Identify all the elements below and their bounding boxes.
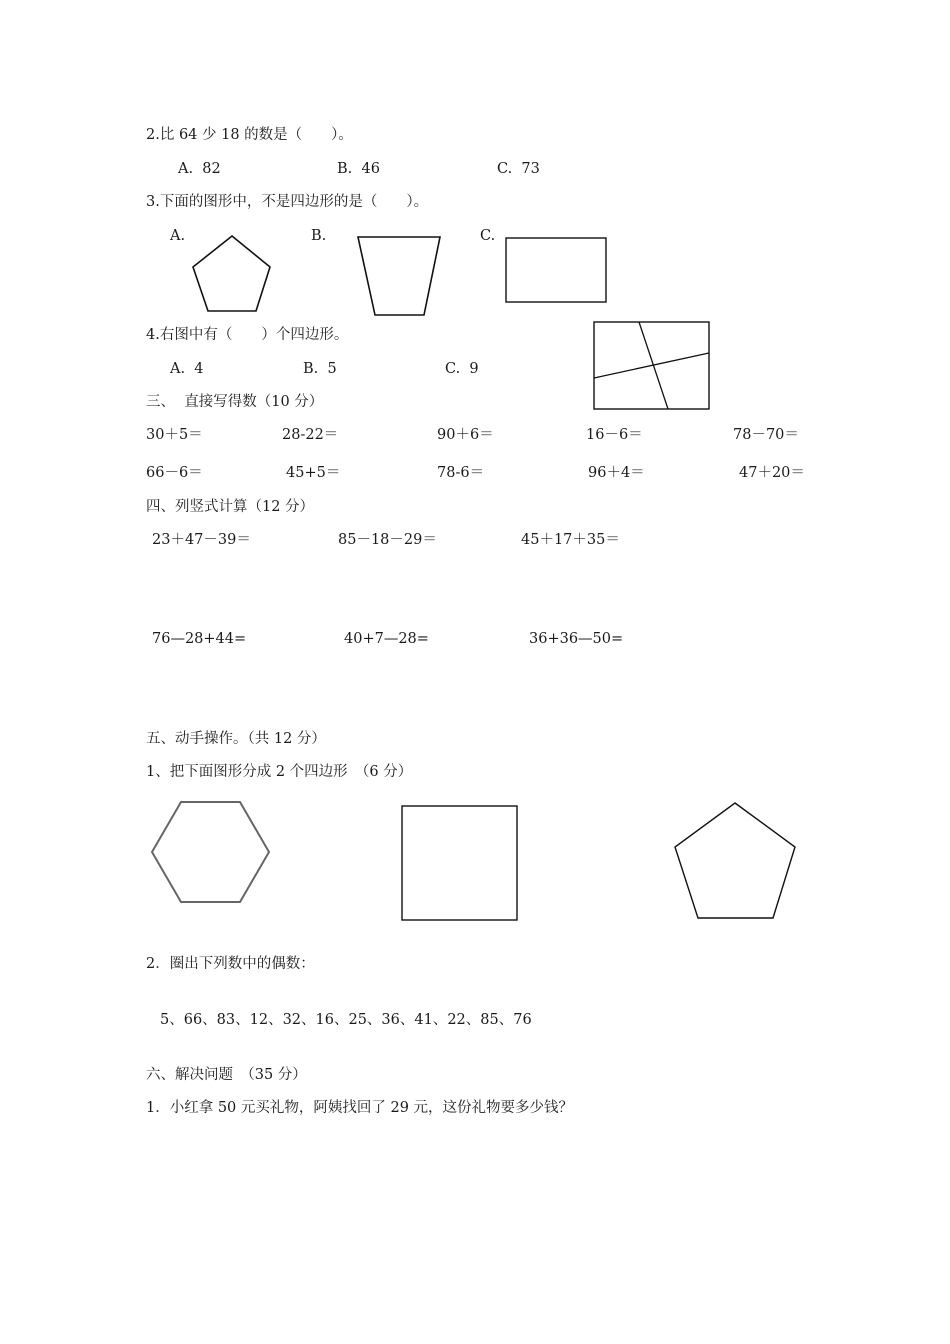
q2-option-b: B. 46: [337, 161, 380, 177]
section6-q1: 1．小红拿 50 元买礼物，阿姨找回了 29 元，这份礼物要多少钱？: [146, 1100, 574, 1116]
calc-item: 66－6＝: [146, 465, 203, 481]
q4-line-cross: [594, 353, 709, 378]
calc-item: 78-6＝: [437, 465, 485, 481]
q3-trapezoid-shape: [358, 237, 440, 315]
q2-stem: 2.比 64 少 18 的数是（ ）。: [146, 127, 353, 143]
calc-item: 90＋6＝: [437, 427, 494, 443]
even-number-list: 5、66、83、12、32、16、25、36、41、22、85、76: [160, 1012, 532, 1028]
calc-item: 30＋5＝: [146, 427, 203, 443]
section5-q1: 1、把下面图形分成 2 个四边形 （6 分）: [146, 764, 413, 780]
calc-item: 47＋20＝: [739, 465, 805, 481]
q3-pentagon-shape: [193, 236, 270, 311]
vertical-calc-item: 36+36—50=: [529, 631, 624, 647]
q4-option-c: C. 9: [445, 361, 479, 377]
vertical-calc-item: 76—28+44=: [152, 631, 247, 647]
q3-label-b: B.: [311, 228, 327, 244]
vertical-calc-item: 85－18－29＝: [338, 532, 437, 548]
calc-item: 45+5＝: [286, 465, 341, 481]
q4-option-a: A. 4: [170, 361, 204, 377]
q4-option-b: B. 5: [303, 361, 337, 377]
square-shape: [402, 806, 517, 920]
q3-rectangle-shape: [506, 238, 606, 302]
q2-option-a: A. 82: [178, 161, 221, 177]
section3-title: 三、 直接写得数（10 分）: [146, 394, 324, 410]
calc-item: 78－70＝: [733, 427, 799, 443]
q3-stem: 3.下面的图形中，不是四边形的是（ ）。: [146, 194, 429, 210]
vertical-calc-item: 45＋17＋35＝: [521, 532, 620, 548]
section5-q2: 2．圈出下列数中的偶数：: [146, 956, 315, 972]
calc-item: 96＋4＝: [588, 465, 645, 481]
q2-option-c: C. 73: [497, 161, 540, 177]
calc-item: 16－6＝: [586, 427, 643, 443]
pentagon-shape: [675, 803, 795, 918]
calc-item: 28-22＝: [282, 427, 339, 443]
q4-stem: 4.右图中有（ ）个四边形。: [146, 327, 349, 343]
vertical-calc-item: 40+7—28=: [344, 631, 429, 647]
section6-title: 六、解决问题 （35 分）: [146, 1067, 307, 1083]
section5-title: 五、动手操作。（共 12 分）: [146, 731, 326, 747]
section4-title: 四、列竖式计算（12 分）: [146, 499, 315, 515]
q3-label-a: A.: [170, 228, 186, 244]
hexagon-shape: [152, 802, 269, 902]
q3-label-c: C.: [480, 228, 496, 244]
q4-figure: [594, 322, 709, 409]
vertical-calc-item: 23＋47－39＝: [152, 532, 251, 548]
